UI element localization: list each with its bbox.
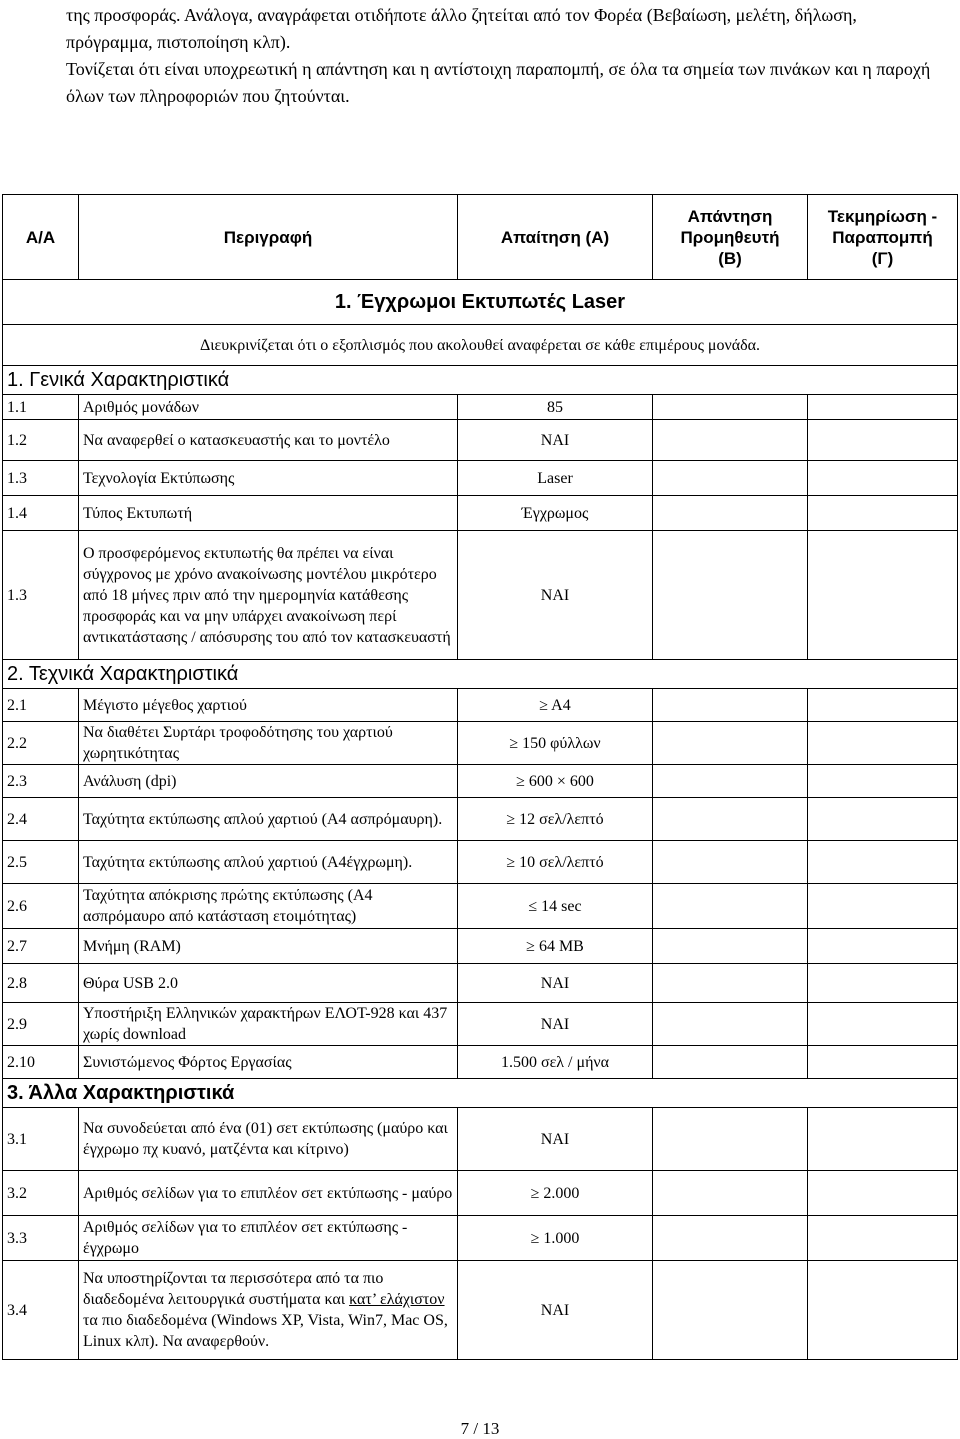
row-description: Τύπος Εκτυπωτή [79, 496, 458, 531]
row-requirement: ΝΑΙ [458, 1261, 653, 1360]
section-title: 3. Άλλα Χαρακτηριστικά [3, 1079, 958, 1108]
table-title: 1. Έγχρωμοι Εκτυπωτές Laser [3, 280, 958, 325]
table-row [3, 420, 958, 461]
row-documentation-cell [808, 884, 958, 929]
row-number: 3.4 [3, 1261, 79, 1360]
row-answer-cell [653, 461, 808, 496]
row-description [79, 1261, 458, 1360]
row-answer-cell [653, 1046, 808, 1079]
header-doc-line1: Τεκμηρίωση - [827, 206, 938, 226]
row-number: 2.2 [3, 722, 79, 765]
table-row [3, 531, 958, 660]
row-number: 2.10 [3, 1046, 79, 1079]
table-row [3, 1046, 958, 1079]
row-requirement: ΝΑΙ [458, 531, 653, 660]
table-row [3, 689, 958, 722]
table-row [3, 1261, 958, 1360]
row-answer-cell [653, 964, 808, 1003]
row-documentation-cell [808, 798, 958, 841]
row-description: Θύρα USB 2.0 [79, 964, 458, 1003]
clarification-text: Διευκρινίζεται ότι ο εξοπλισμός που ακολουθεί αναφέρεται σε κάθε επιμέρους μονάδα. [3, 325, 958, 366]
section-row [3, 366, 958, 395]
row-answer-cell [653, 395, 808, 420]
row-number: 3.3 [3, 1216, 79, 1261]
row-number: 2.3 [3, 765, 79, 798]
row-documentation-cell [808, 1171, 958, 1216]
table-row [3, 798, 958, 841]
row-requirement: ≥ Α4 [458, 689, 653, 722]
row-answer-cell [653, 531, 808, 660]
row-answer-cell [653, 1216, 808, 1261]
row-description: Μνήμη (RAM) [79, 929, 458, 964]
row-documentation-cell [808, 1261, 958, 1360]
row-answer-cell [653, 929, 808, 964]
row-number: 1.3 [3, 531, 79, 660]
table-row [3, 1108, 958, 1171]
intro-paragraph-2: Τονίζεται ότι είναι υποχρεωτική η απάντηση και η αντίστοιχη παραπομπή, σε όλα τα σημεία των πινάκων και η παροχή όλων των πληροφοριών που ζητούνται. [66, 59, 931, 106]
table-row [3, 395, 958, 420]
row-answer-cell [653, 496, 808, 531]
header-aa: Α/Α [3, 195, 79, 280]
row-number: 2.5 [3, 841, 79, 884]
row-number: 2.1 [3, 689, 79, 722]
row-requirement: ≤ 14 sec [458, 884, 653, 929]
row-description: Αριθμός μονάδων [79, 395, 458, 420]
spec-table-body [3, 366, 958, 1360]
row-answer-cell [653, 420, 808, 461]
table-row [3, 1171, 958, 1216]
row-requirement: 1.500 σελ / μήνα [458, 1046, 653, 1079]
row-number: 1.1 [3, 395, 79, 420]
page-number: 7 / 13 [460, 1419, 500, 1438]
row-number: 2.4 [3, 798, 79, 841]
table-title-row [3, 280, 958, 325]
row-number: 1.4 [3, 496, 79, 531]
header-answer-line3: (Β) [718, 248, 742, 268]
table-header [3, 195, 958, 280]
clarification-row [3, 325, 958, 366]
row-requirement: ≥ 1.000 [458, 1216, 653, 1261]
header-doc-line3: (Γ) [871, 248, 894, 268]
row-description-part: τα πιο διαδεδομένα (Windows XP, Vista, Win7, Mac OS, Linux κλπ). Να αναφερθούν. [83, 1312, 448, 1350]
row-description: Ανάλυση (dpi) [79, 765, 458, 798]
row-documentation-cell [808, 964, 958, 1003]
row-description: Ταχύτητα απόκρισης πρώτης εκτύπωσης (Α4 ασπρόμαυρο από κατάσταση ετοιμότητας) [79, 884, 458, 929]
section-row [3, 660, 958, 689]
table-row [3, 461, 958, 496]
header-answer-line1: Απάντηση [687, 206, 773, 226]
table-row [3, 964, 958, 1003]
row-number: 1.3 [3, 461, 79, 496]
row-description: Μέγιστο μέγεθος χαρτιού [79, 689, 458, 722]
row-number: 2.8 [3, 964, 79, 1003]
intro-text [66, 2, 946, 110]
row-answer-cell [653, 1171, 808, 1216]
row-description: Ο προσφερόμενος εκτυπωτής θα πρέπει να είναι σύγχρονος με χρόνο ανακοίνωσης μοντέλου μικρότερο από 18 μήνες πριν από την ημερομηνία κατάθεσης προσφοράς και να μην υπάρχει ανακοίνωση περί αντικατάστασης / απόσυρσης του από τον κατασκευαστή [79, 531, 458, 660]
row-requirement: ≥ 150 φύλλων [458, 722, 653, 765]
row-documentation-cell [808, 689, 958, 722]
table-row [3, 496, 958, 531]
row-number: 3.1 [3, 1108, 79, 1171]
row-answer-cell [653, 798, 808, 841]
row-requirement: ≥ 2.000 [458, 1171, 653, 1216]
row-documentation-cell [808, 1108, 958, 1171]
row-requirement: ≥ 64 MB [458, 929, 653, 964]
row-answer-cell [653, 765, 808, 798]
table-row [3, 1216, 958, 1261]
row-answer-cell [653, 1108, 808, 1171]
table-row [3, 929, 958, 964]
row-description-part: Να υποστηρίζονται τα περισσότερα από τα πιο διαδεδομένα λειτουργικά συστήματα και [83, 1270, 384, 1308]
row-requirement: ΝΑΙ [458, 964, 653, 1003]
row-documentation-cell [808, 1046, 958, 1079]
row-number: 2.7 [3, 929, 79, 964]
row-documentation-cell [808, 395, 958, 420]
row-description: Να αναφερθεί ο κατασκευαστής και το μοντέλο [79, 420, 458, 461]
section-title: 2. Τεχνικά Χαρακτηριστικά [3, 660, 958, 689]
row-requirement: 85 [458, 395, 653, 420]
intro-paragraph-1: της προσφοράς. Ανάλογα, αναγράφεται οτιδήποτε άλλο ζητείται από τον Φορέα (Βεβαίωση, μελέτη, δήλωση, πρόγραμμα, πιστοποίηση κλπ). [66, 5, 857, 52]
row-answer-cell [653, 841, 808, 884]
section-title: 1. Γενικά Χαρακτηριστικά [3, 366, 958, 395]
table-row [3, 884, 958, 929]
row-description: Ταχύτητα εκτύπωσης απλού χαρτιού (Α4έγχρωμη). [79, 841, 458, 884]
row-requirement: ΝΑΙ [458, 1108, 653, 1171]
row-documentation-cell [808, 765, 958, 798]
row-documentation-cell [808, 1003, 958, 1046]
row-requirement: ≥ 12 σελ/λεπτό [458, 798, 653, 841]
row-documentation-cell [808, 841, 958, 884]
row-description-underlined: κατ’ ελάχιστον [349, 1291, 445, 1308]
row-description: Να συνοδεύεται από ένα (01) σετ εκτύπωσης (μαύρο και έγχρωμο πχ κυανό, ματζέντα και κίτρινο) [79, 1108, 458, 1171]
row-documentation-cell [808, 461, 958, 496]
row-answer-cell [653, 1003, 808, 1046]
row-description: Αριθμός σελίδων για το επιπλέον σετ εκτύπωσης - έγχρωμο [79, 1216, 458, 1261]
row-answer-cell [653, 1261, 808, 1360]
row-documentation-cell [808, 420, 958, 461]
section-row [3, 1079, 958, 1108]
header-description: Περιγραφή [79, 195, 458, 280]
table-row [3, 722, 958, 765]
row-number: 2.9 [3, 1003, 79, 1046]
table-row [3, 1003, 958, 1046]
header-requirement: Απαίτηση (Α) [458, 195, 653, 280]
table-row [3, 765, 958, 798]
table-row [3, 841, 958, 884]
row-requirement: ≥ 10 σελ/λεπτό [458, 841, 653, 884]
row-answer-cell [653, 689, 808, 722]
header-documentation [808, 195, 958, 280]
spec-table [2, 194, 958, 1360]
row-documentation-cell [808, 1216, 958, 1261]
row-requirement: ΝΑΙ [458, 1003, 653, 1046]
row-documentation-cell [808, 722, 958, 765]
header-doc-line2: Παραπομπή [832, 227, 933, 247]
row-answer-cell [653, 722, 808, 765]
row-description: Υποστήριξη Ελληνικών χαρακτήρων ΕΛΟΤ-928 και 437 χωρίς download [79, 1003, 458, 1046]
row-answer-cell [653, 884, 808, 929]
header-answer-line2: Προμηθευτή [680, 227, 780, 247]
row-number: 2.6 [3, 884, 79, 929]
row-requirement: ΝΑΙ [458, 420, 653, 461]
row-number: 3.2 [3, 1171, 79, 1216]
row-documentation-cell [808, 496, 958, 531]
row-requirement: Έγχρωμος [458, 496, 653, 531]
row-documentation-cell [808, 531, 958, 660]
row-requirement: Laser [458, 461, 653, 496]
row-description: Τεχνολογία Εκτύπωσης [79, 461, 458, 496]
row-description: Συνιστώμενος Φόρτος Εργασίας [79, 1046, 458, 1079]
row-description: Να διαθέτει Συρτάρι τροφοδότησης του χαρτιού χωρητικότητας [79, 722, 458, 765]
row-description: Αριθμός σελίδων για το επιπλέον σετ εκτύπωσης - μαύρο [79, 1171, 458, 1216]
row-description: Ταχύτητα εκτύπωσης απλού χαρτιού (Α4 ασπρόμαυρη). [79, 798, 458, 841]
row-number: 1.2 [3, 420, 79, 461]
row-documentation-cell [808, 929, 958, 964]
header-answer [653, 195, 808, 280]
row-requirement: ≥ 600 × 600 [458, 765, 653, 798]
spec-table-wrapper [2, 194, 957, 1360]
